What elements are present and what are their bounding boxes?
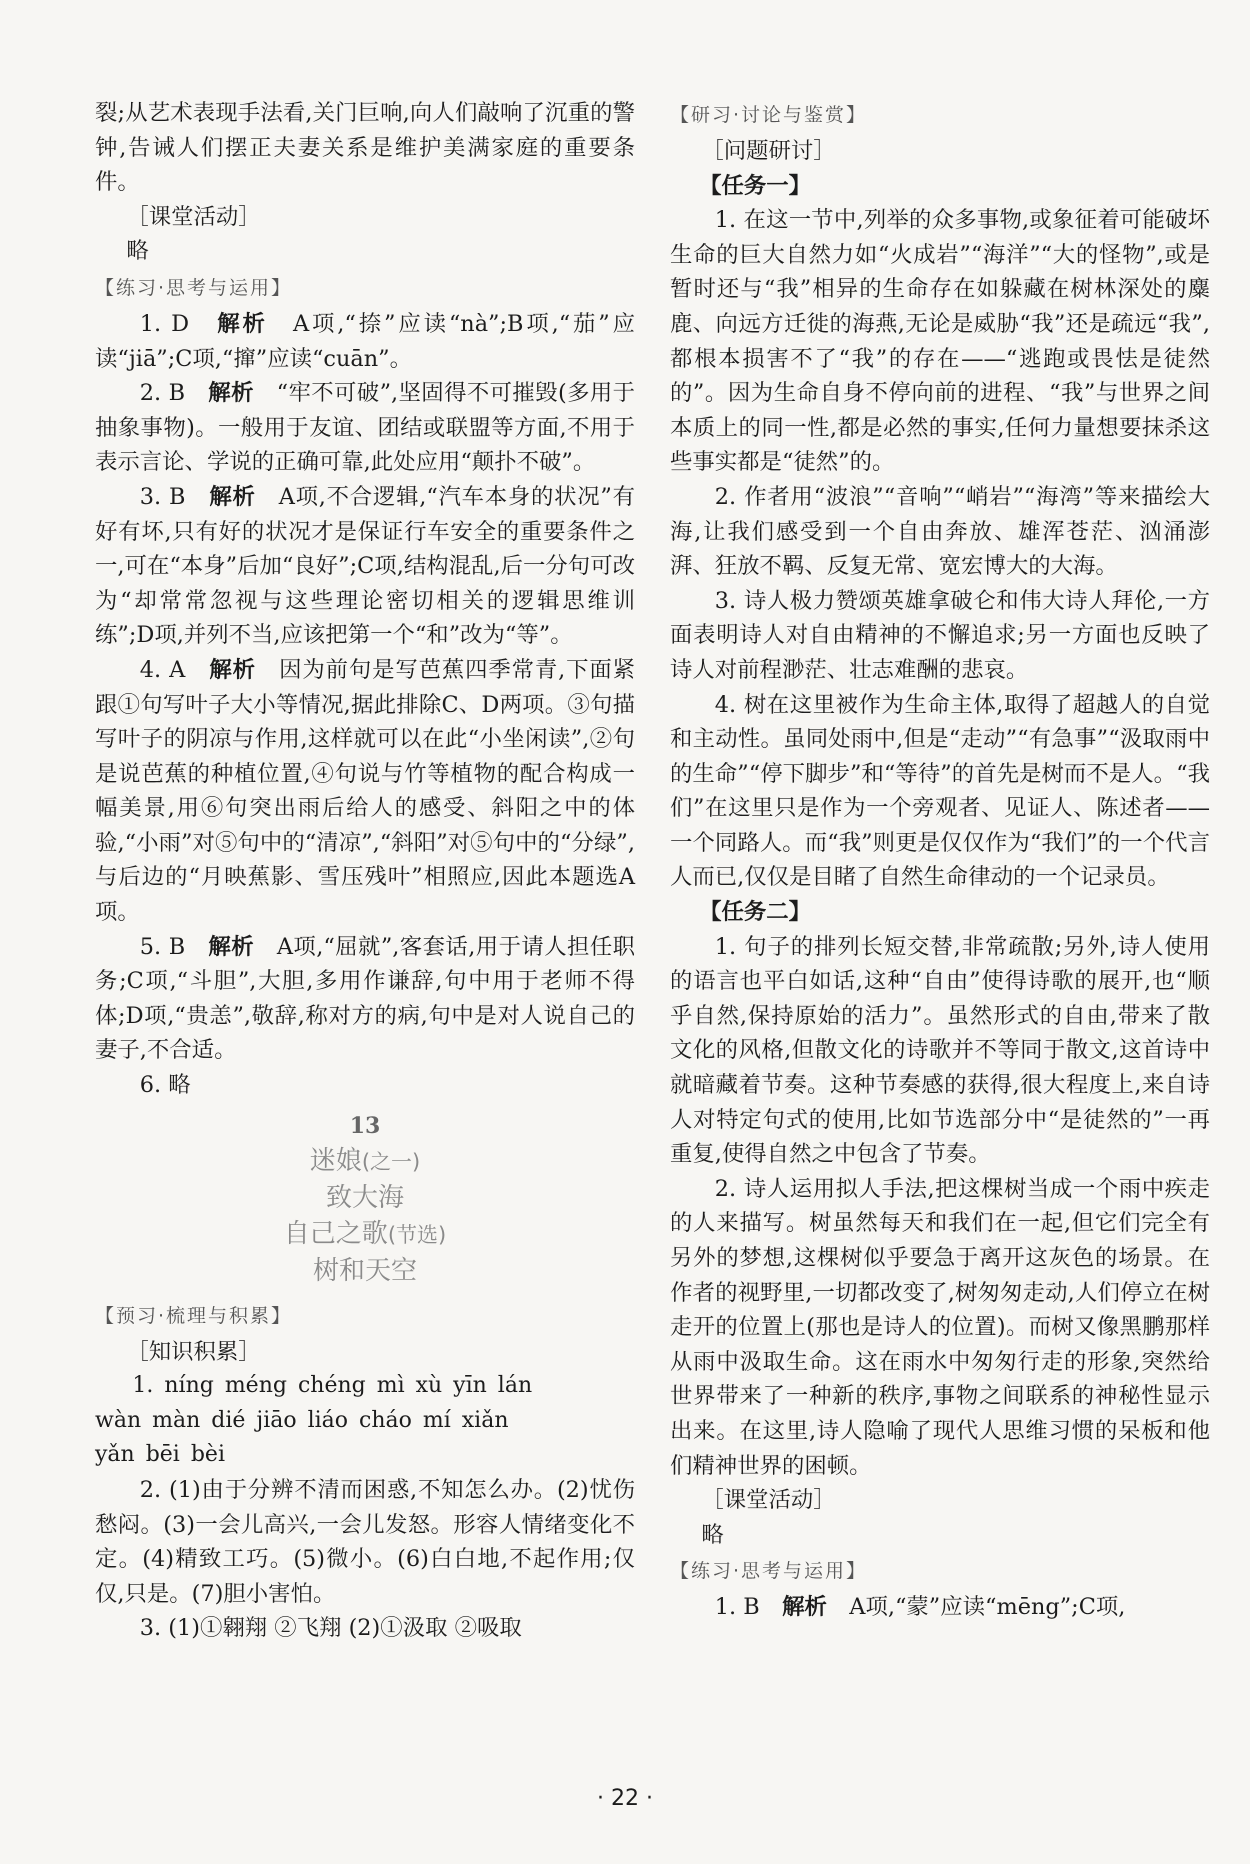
pinyin-row-3: yǎn bēi bèi xyxy=(95,1442,225,1468)
task-1-heading: 【任务一】 xyxy=(699,172,812,199)
right-column xyxy=(670,96,1210,1625)
task1-item-2: 2. 作者用“波浪”“音响”“峭岩”“海湾”等来描绘大海,让我们感受到一个自由奔放、雄浑苍茫、汹涌澎湃、狂放不羁、反复无常、宽宏博大的大海。 xyxy=(670,483,1210,580)
answer-1: 1. D 解析 A项,“捺”应读“nà”;B项,“茄”应读“jiā”;C项,“撺”应读“cuān”。 xyxy=(95,310,636,372)
pinyin-row-1: 1. níng méng chéng mì xù yīn lán xyxy=(132,1373,533,1399)
task-2-heading: 【任务二】 xyxy=(699,899,812,926)
intro-paragraph: 裂;从艺术表现手法看,关门巨响,向人们敲响了沉重的警钟,告诫人们摆正夫妻关系是维护美满家庭的重要条件。 xyxy=(95,100,635,196)
task1-item-4: 4. 树在这里被作为生命主体,取得了超越人的自觉和主动性。虽同处雨中,但是“走动”“有急事”“汲取雨中的生命”“停下脚步”和“等待”的首先是树而不是人。“我们”在这里只是作为一个旁观者、见证人、陈述者——一个同路人。而“我”则更是仅仅作为“我们”的一个代言人而已,仅仅是目睹了自然生命律动的一个记录员。 xyxy=(670,691,1210,891)
knowledge-heading: ［知识积累］ xyxy=(126,1338,261,1365)
classroom-activity-text: 略 xyxy=(126,238,149,265)
knowledge-item-2: 2. (1)由于分辨不清而困惑,不知怎么办。(2)忧伤愁闷。(3)一会儿高兴,一会儿发怒。形容人情绪变化不定。(4)精致工巧。(5)微小。(6)白白地,不起作用;仅仅,只是。(7)胆小害怕。 xyxy=(95,1477,635,1607)
classroom-activity-heading: ［课堂活动］ xyxy=(126,203,261,230)
lesson-title-1: 迷娘(之一) xyxy=(309,1145,421,1176)
answer-6: 6. 略 xyxy=(139,1072,191,1099)
lesson-title-2: 致大海 xyxy=(325,1182,404,1213)
lesson-number: 13 xyxy=(349,1112,381,1139)
answer-4: 4. A 解析 因为前句是写芭蕉四季常青,下面紧跟①句写叶子大小等情况,据此排除C、D两项。③句描写叶子的阴凉与作用,这样就可以在此“小坐闲读”,②句是说芭蕉的种植位置,④句说与竹等植物的配合构成一幅美景,用⑥句突出雨后给人的感受、斜阳之中的体验,“小雨”对⑤句中的“清凉”,“斜阳”对⑤句中的“分绿”,与后边的“月映蕉影、雪压残叶”相照应,因此本题选A项。 xyxy=(95,656,636,926)
task1-item-3: 3. 诗人极力赞颂英雄拿破仑和伟大诗人拜伦,一方面表明诗人对自由精神的不懈追求;另一方面也反映了诗人对前程渺茫、壮志难酬的悲哀。 xyxy=(670,587,1210,683)
problem-heading: ［问题研讨］ xyxy=(701,138,836,164)
discuss-section-band: 【研习·讨论与鉴赏】 xyxy=(670,104,868,126)
answer-3: 3. B 解析 A项,不合逻辑,“汽车本身的状况”有好有坏,只有好的状况才是保证行车安全的重要条件之一,可在“本身”后加“良好”;C项,结构混乱,后一分句可改为“却常常忽视与这些理论密切相关的逻辑思维训练”;D项,并列不当,应该把第一个“和”改为“等”。 xyxy=(95,483,636,649)
left-column xyxy=(95,96,635,1646)
lesson-heading xyxy=(95,1109,635,1289)
practice-section-band: 【练习·思考与运用】 xyxy=(95,276,293,299)
classroom-activity-heading-2: ［课堂活动］ xyxy=(701,1487,836,1514)
answer-2: 2. B 解析 “牢不可破”,坚固得不可摧毁(多用于抽象事物)。一般用于友谊、团结或联盟等方面,不用于表示言论、学说的正确可靠,此处应用“颠扑不破”。 xyxy=(95,380,636,476)
preview-section-band: 【预习·梳理与积累】 xyxy=(95,1304,293,1327)
task1-item-1: 1. 在这一节中,列举的众多事物,或象征着可能破坏生命的巨大自然力如“火成岩”“海洋”“大的怪物”,或是暂时还与“我”相异的生命存在如躲藏在树林深处的麋鹿、向远方迁徙的海燕,无论是威胁“我”还是疏远“我”,都根本损害不了“我”的存在——“逃跑或畏怯是徒然的”。因为生命自身不停向前的进程、“我”与世界之间本质上的同一性,都是必然的事实,任何力量想要抹杀这些事实都是“徒然”的。 xyxy=(670,207,1210,476)
lesson-title-3: 自己之歌(节选) xyxy=(283,1218,447,1249)
task2-item-1: 1. 句子的排列长短交替,非常疏散;另外,诗人使用的语言也平白如话,这种“自由”使得诗歌的展开,也“顺乎自然,保持原始的活力”。虽然形式的自由,带来了散文化的风格,但散文化的诗歌并不等同于散文,这首诗中就暗藏着节奏。这种节奏感的获得,很大程度上,来自诗人对特定句式的使用,比如节选部分中“是徒然的”一再重复,使得自然之中包含了节奏。 xyxy=(670,933,1210,1168)
lesson-title-4: 树和天空 xyxy=(312,1255,417,1286)
pinyin-row-2: wàn màn dié jiāo liáo cháo mí xiǎn xyxy=(95,1407,509,1433)
answer-r1: 1. B 解析 A项,“蒙”应读“mēng”;C项, xyxy=(714,1594,1126,1621)
page-number: · 22 · xyxy=(597,1786,653,1811)
practice-section-band-2: 【练习·思考与运用】 xyxy=(670,1560,868,1583)
knowledge-item-3: 3. (1)①翱翔 ②飞翔 (2)①汲取 ②吸取 xyxy=(139,1615,522,1642)
classroom-activity-text-2: 略 xyxy=(701,1521,724,1548)
task2-item-2: 2. 诗人运用拟人手法,把这棵树当成一个雨中疾走的人来描写。树虽然每天和我们在一起,但它们完全有另外的梦想,这棵树似乎要急于离开这灰色的场景。在作者的视野里,一切都改变了,树匆匆走动,人们停立在树走开的位置上(那也是诗人的位置)。而树又像黑鹏那样从雨中汲取生命。这在雨水中匆匆行走的形象,突然给世界带来了一种新的秩序,事物之间联系的神秘性显示出来。在这里,诗人隐喻了现代人思维习惯的呆板和他们精神世界的困顿。 xyxy=(670,1175,1210,1479)
answer-5: 5. B 解析 A项,“屈就”,客套话,用于请人担任职务;C项,“斗胆”,大胆,多用作谦辞,句中用于老师不得体;D项,“贵恙”,敬辞,称对方的病,句中是对人说自己的妻子,不合适。 xyxy=(95,933,636,1064)
